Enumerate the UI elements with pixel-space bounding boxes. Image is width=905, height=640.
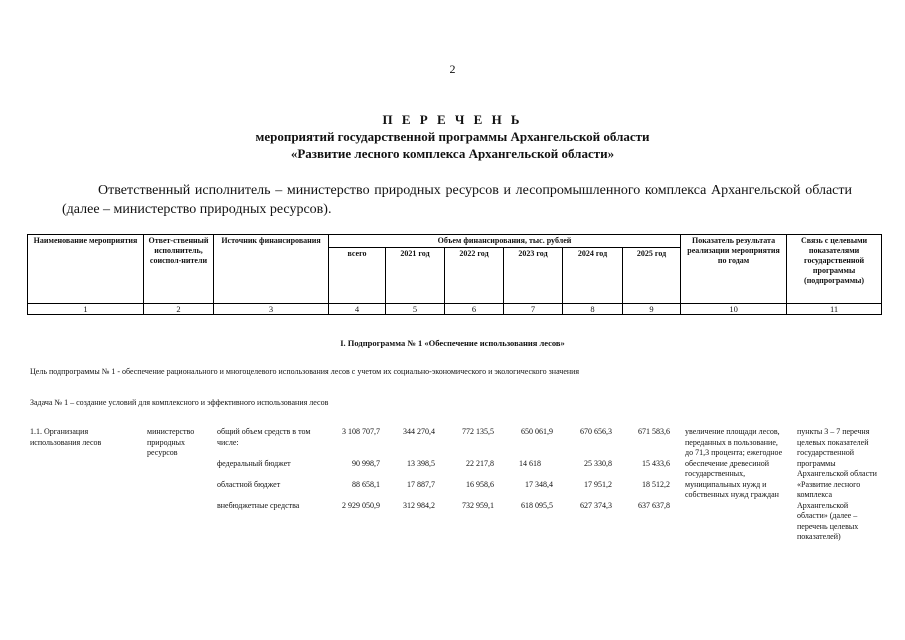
subprogram-task: Задача № 1 – создание условий для комплексного и эффективного использования лесов xyxy=(30,398,329,407)
subprogram-goal: Цель подпрограммы № 1 - обеспечение рационального и многоцелевого использования лесов с учетом их социально-экономического и экологического значения xyxy=(30,367,580,376)
value-total-2023: 650 061,9 xyxy=(521,427,553,436)
value-regional-2022: 16 958,6 xyxy=(466,480,494,489)
table-header xyxy=(27,234,882,315)
header-year-2023: 2023 год xyxy=(504,248,563,304)
target-indicators-link: пункты 3 – 7 перечня целевых показателей государственной программы Архангельской области «Развитие лесного комплекса Архангельской области» (далее – перечень целевых показателей) xyxy=(797,427,877,541)
value-regional-all: 88 658,1 xyxy=(352,480,380,489)
column-number: 2 xyxy=(144,304,214,315)
column-number: 8 xyxy=(563,304,623,315)
header-year-2021: 2021 год xyxy=(386,248,445,304)
column-number: 6 xyxy=(445,304,504,315)
value-extrabudget-2024: 627 374,3 xyxy=(580,501,612,510)
column-number: 11 xyxy=(787,304,882,315)
source-federal-label: федеральный бюджет xyxy=(217,459,291,468)
header-link-indicators: Связь с целевыми показателями государственной программы (подпрограммы) xyxy=(787,235,882,304)
result-indicator-text: увеличение площади лесов, переданных в пользование, до 71,3 процента; ежегодное обеспечение древесиной государственных, муниципальных нужд и собственных нужд граждан xyxy=(685,427,783,499)
value-federal-2024: 25 330,8 xyxy=(584,459,612,468)
source-regional-label: областной бюджет xyxy=(217,480,281,489)
value-federal-2022: 22 217,8 xyxy=(466,459,494,468)
column-number: 10 xyxy=(681,304,787,315)
value-federal-all: 90 998,7 xyxy=(352,459,380,468)
column-number: 7 xyxy=(504,304,563,315)
value-total-2024: 670 656,3 xyxy=(580,427,612,436)
value-regional-2021: 17 887,7 xyxy=(407,480,435,489)
column-number: 5 xyxy=(386,304,445,315)
value-regional-2023: 17 348,4 xyxy=(525,480,553,489)
header-activity-name: Наименование мероприятия xyxy=(28,235,144,304)
source-total-label: общий объем средств в том числе: xyxy=(217,427,311,447)
column-number: 1 xyxy=(28,304,144,315)
value-extrabudget-2025: 637 637,8 xyxy=(638,501,670,510)
header-year-2024: 2024 год xyxy=(563,248,623,304)
value-regional-2024: 17 951,2 xyxy=(584,480,612,489)
document-subtitle: мероприятий государственной программы Архангельской области xyxy=(255,129,650,144)
header-result-indicator: Показатель результата реализации мероприятия по годам xyxy=(681,235,787,304)
value-federal-2025: 15 433,6 xyxy=(642,459,670,468)
value-federal-2021: 13 398,5 xyxy=(407,459,435,468)
value-total-2025: 671 583,6 xyxy=(638,427,670,436)
column-number: 4 xyxy=(329,304,386,315)
document-title: П Е Р Е Ч Е Н Ь xyxy=(382,112,523,127)
header-year-2025: 2025 год xyxy=(623,248,681,304)
value-total-2022: 772 135,5 xyxy=(462,427,494,436)
value-regional-2025: 18 512,2 xyxy=(642,480,670,489)
activity-name: 1.1. Организация использования лесов xyxy=(30,427,102,447)
column-number: 3 xyxy=(214,304,329,315)
subprogram-heading: I. Подпрограмма № 1 «Обеспечение использования лесов» xyxy=(340,338,565,348)
header-funding-volume: Объем финансирования, тыс. рублей xyxy=(329,235,681,248)
header-total: всего xyxy=(329,248,386,304)
header-year-2022: 2022 год xyxy=(445,248,504,304)
source-extrabudget-label: внебюджетные средства xyxy=(217,501,300,510)
value-total-all: 3 108 707,7 xyxy=(342,427,380,436)
value-federal-2023: 14 618 xyxy=(519,459,541,468)
page-number: 2 xyxy=(449,62,456,76)
program-name: «Развитие лесного комплекса Архангельской области» xyxy=(290,146,615,161)
header-funding-source: Источник финансирования xyxy=(214,235,329,304)
activity-executor: министерство природных ресурсов xyxy=(147,427,195,457)
column-number: 9 xyxy=(623,304,681,315)
value-extrabudget-2022: 732 959,1 xyxy=(462,501,494,510)
value-extrabudget-all: 2 929 050,9 xyxy=(342,501,380,510)
value-extrabudget-2021: 312 984,2 xyxy=(403,501,435,510)
value-extrabudget-2023: 618 095,5 xyxy=(521,501,553,510)
value-total-2021: 344 270,4 xyxy=(403,427,435,436)
header-executor: Ответ-ственный исполнитель, соиспол-нители xyxy=(144,235,214,304)
responsible-executor-paragraph: Ответственный исполнитель – министерство природных ресурсов и лесопромышленного комплекса Архангельской области (далее – министерство природных ресурсов). xyxy=(62,183,852,217)
